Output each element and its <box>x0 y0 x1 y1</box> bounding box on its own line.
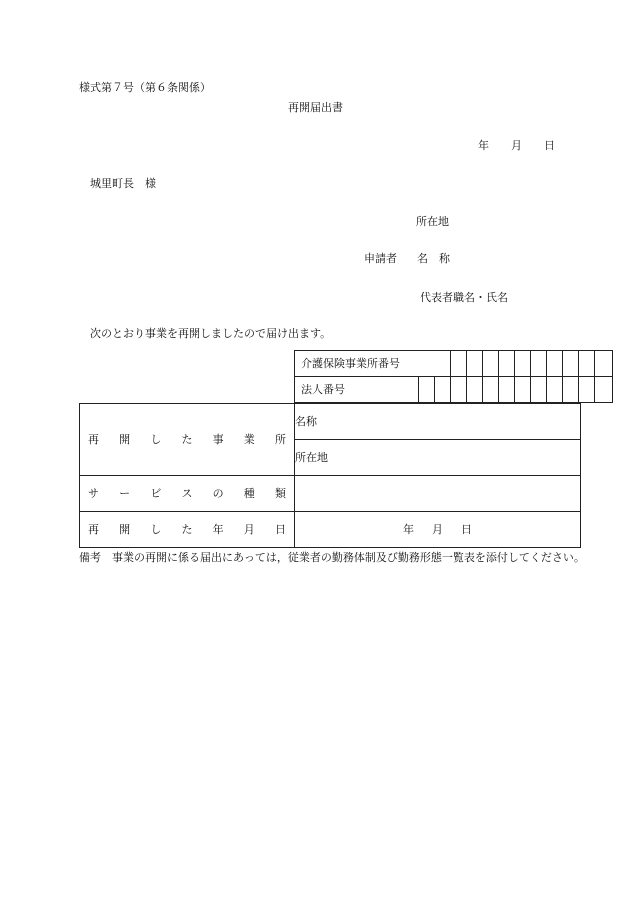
care-insurance-number-label: 介護保険事業所番号 <box>295 351 451 377</box>
date-day: 日 <box>544 139 555 152</box>
digit-box[interactable] <box>515 377 531 403</box>
office-name-field[interactable] <box>295 404 581 440</box>
applicant-name-label: 名 称 <box>417 252 450 265</box>
corporate-number-label: 法人番号 <box>295 377 419 403</box>
digit-box[interactable] <box>547 351 563 377</box>
applicant-name-row <box>364 253 450 264</box>
office-address-label: 所在地 <box>295 451 328 464</box>
intro-text: 次のとおり事業を再開しましたので届け出ます。 <box>90 327 332 340</box>
digit-box[interactable] <box>499 351 515 377</box>
digit-box[interactable] <box>451 351 467 377</box>
office-address-field[interactable] <box>295 440 581 476</box>
restart-date-row <box>80 512 581 548</box>
digit-box[interactable] <box>563 377 579 403</box>
digit-box[interactable] <box>483 377 499 403</box>
digit-box[interactable] <box>563 351 579 377</box>
digit-box[interactable] <box>419 377 435 403</box>
digit-box[interactable] <box>595 377 613 403</box>
representative-label: 代表者職名・氏名 <box>420 291 508 304</box>
digit-box[interactable] <box>579 351 595 377</box>
office-name-row <box>80 404 581 440</box>
id-number-table <box>294 350 613 403</box>
care-insurance-number-row <box>295 351 613 377</box>
digit-box[interactable] <box>467 351 483 377</box>
restart-day: 日 <box>461 523 472 536</box>
digit-box[interactable] <box>515 351 531 377</box>
office-label-cell <box>80 404 295 476</box>
date-month: 月 <box>511 139 522 152</box>
service-label: サ ー ビ ス の 種 類 <box>88 487 286 500</box>
service-type-field[interactable] <box>295 476 581 512</box>
addressee: 城里町長 様 <box>90 177 156 190</box>
remarks-note: 備考 事業の再開に係る届出にあっては，従業者の勤務体制及び勤務形態一覧表を添付してください。 <box>79 551 585 564</box>
office-label: 再 開 し た 事 業 所 <box>88 433 286 446</box>
document-title: 再開届出書 <box>288 101 343 114</box>
digit-box[interactable] <box>579 377 595 403</box>
restart-month: 月 <box>432 523 443 536</box>
date-year: 年 <box>478 139 489 152</box>
applicant-address-label: 所在地 <box>416 215 449 228</box>
digit-box[interactable] <box>595 351 613 377</box>
restart-year: 年 <box>403 523 414 536</box>
digit-box[interactable] <box>435 377 451 403</box>
applicant-label: 申請者 <box>364 252 397 265</box>
digit-box[interactable] <box>531 351 547 377</box>
submission-date <box>478 140 555 151</box>
digit-box[interactable] <box>483 351 499 377</box>
restart-date-label: 再 開 し た 年 月 日 <box>88 523 286 536</box>
digit-box[interactable] <box>499 377 515 403</box>
digit-box[interactable] <box>467 377 483 403</box>
digit-box[interactable] <box>547 377 563 403</box>
office-name-label: 名称 <box>295 415 317 428</box>
service-label-cell <box>80 476 295 512</box>
digit-box[interactable] <box>531 377 547 403</box>
digit-box[interactable] <box>451 377 467 403</box>
corporate-number-row <box>295 377 613 403</box>
restart-date-field[interactable] <box>295 512 581 548</box>
service-type-row <box>80 476 581 512</box>
restart-details-table <box>79 403 581 548</box>
restart-date-label-cell <box>80 512 295 548</box>
form-number: 様式第７号（第６条関係） <box>79 81 211 94</box>
